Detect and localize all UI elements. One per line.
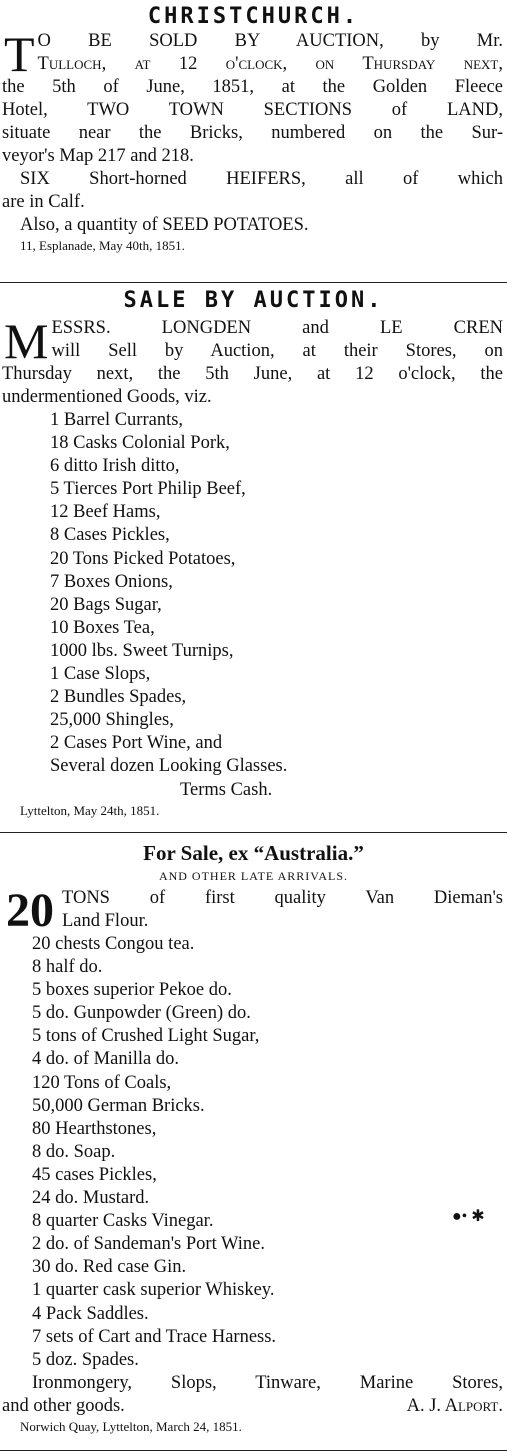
ad3-footer: Norwich Quay, Lyttelton, March 24, 1851. <box>20 1418 242 1434</box>
list-item: 8 half do. <box>32 957 103 978</box>
ad3-line1: TONS of first quality Van Dieman's <box>62 888 503 908</box>
list-item: 120 Tons of Coals, <box>32 1072 172 1093</box>
list-item: 24 do. Mustard. <box>32 1188 150 1209</box>
ad2-line2: will Sell by Auction, at their Stores, on <box>51 341 503 361</box>
ad3-goods-list <box>2 933 503 1372</box>
divider-3 <box>0 1450 507 1451</box>
divider-2 <box>0 832 507 833</box>
list-item: 2 do. of Sandeman's Port Wine. <box>32 1234 265 1255</box>
list-item: 7 Boxes Onions, <box>50 571 173 592</box>
list-item: 30 do. Red case Gin. <box>32 1257 187 1278</box>
ad1-footer: 11, Esplanade, May 40th, 1851. <box>20 238 185 253</box>
ad2-terms: Terms Cash. <box>180 779 273 800</box>
ad2-heading: SALE BY AUCTION. <box>123 288 384 313</box>
list-item: 4 do. of Manilla do. <box>32 1049 179 1070</box>
ad1-line7: SIX Short-horned HEIFERS, all of which <box>20 169 503 189</box>
ad2-line4: undermentioned Goods, viz. <box>2 387 212 407</box>
list-item: 10 Boxes Tea, <box>50 617 155 638</box>
list-item: 25,000 Shingles, <box>50 710 174 731</box>
list-item: 5 doz. Spades. <box>32 1349 139 1370</box>
list-item: 1 Case Slops, <box>50 664 151 685</box>
list-item: 5 Tierces Port Philip Beef, <box>50 479 246 500</box>
ad1-line2: Tulloch, at 12 o'clock, on Thursday next, <box>37 54 503 74</box>
list-item: 45 cases Pickles, <box>32 1164 157 1185</box>
ad3-closing2: and other goods. <box>2 1395 125 1416</box>
ad1-line4: Hotel, TWO TOWN SECTIONS of LAND, <box>2 100 503 120</box>
list-item: 4 Pack Saddles. <box>32 1303 149 1324</box>
ad1-line1: O BE SOLD BY AUCTION, by Mr. <box>37 31 503 51</box>
ad1-line8: are in Calf. <box>2 192 85 212</box>
list-item: Several dozen Looking Glasses. <box>50 756 288 777</box>
list-item: 20 Tons Picked Potatoes, <box>50 548 236 569</box>
list-item: 20 Bags Sugar, <box>50 594 162 615</box>
ad2-goods-list <box>2 409 503 779</box>
ad3-line2: Land Flour. <box>62 911 149 931</box>
divider-1 <box>0 282 507 283</box>
list-item: 6 ditto Irish ditto, <box>50 456 180 477</box>
ad3-heading: For Sale, ex “Australia.” <box>143 841 364 865</box>
ad-christchurch <box>0 4 507 255</box>
list-item: 2 Bundles Spades, <box>50 687 187 708</box>
ad1-line3: the 5th of June, 1851, at the Golden Fleece <box>2 77 503 97</box>
list-item: 20 chests Congou tea. <box>32 934 195 954</box>
ad-for-sale-australia <box>0 840 507 1436</box>
ad2-dropcap: M <box>4 313 49 369</box>
ad2-footer: Lyttelton, May 24th, 1851. <box>20 802 160 818</box>
list-item: 1 quarter cask superior Whiskey. <box>32 1280 275 1301</box>
ad1-heading: CHRISTCHURCH. <box>147 4 360 29</box>
list-item: 18 Casks Colonial Pork, <box>50 433 230 454</box>
list-item: 8 Cases Pickles, <box>50 525 170 546</box>
ad3-closing-row <box>2 1395 503 1418</box>
list-item: 1 Barrel Currants, <box>50 410 184 430</box>
ad1-line5: situate near the Bricks, numbered on the Sur- <box>2 123 503 143</box>
list-item: 12 Beef Hams, <box>50 502 161 523</box>
list-item: 5 boxes superior Pekoe do. <box>32 980 232 1001</box>
ad3-subheading: AND OTHER LATE ARRIVALS. <box>158 869 349 883</box>
ad-sale-by-auction <box>0 288 507 820</box>
ad2-line1: ESSRS. LONGDEN and LE CREN <box>51 318 503 338</box>
list-item: 2 Cases Port Wine, and <box>50 733 223 754</box>
list-item: 80 Hearthstones, <box>32 1118 157 1139</box>
list-item: 8 quarter Casks Vinegar. <box>32 1211 214 1232</box>
list-item: 1000 lbs. Sweet Turnips, <box>50 640 234 661</box>
list-item: 5 tons of Crushed Light Sugar, <box>32 1026 260 1047</box>
ad3-dropnum: 20 <box>6 884 54 937</box>
ad3-closing1: Ironmongery, Slops, Tinware, Marine Stores, <box>32 1372 503 1393</box>
list-item: 5 do. Gunpowder (Green) do. <box>32 1003 251 1024</box>
list-item: 50,000 German Bricks. <box>32 1095 205 1116</box>
list-item: 7 sets of Cart and Trace Harness. <box>32 1326 277 1347</box>
ad2-line3: Thursday next, the 5th June, at 12 o'clock, the <box>2 364 503 384</box>
ad1-dropcap: T <box>4 26 35 82</box>
ad3-signature: A. J. Alport. <box>406 1395 503 1416</box>
list-item: 8 do. Soap. <box>32 1141 116 1162</box>
ink-blot-mark: ●• ✱ <box>452 1208 485 1225</box>
ad1-line6: veyor's Map 217 and 218. <box>2 146 194 166</box>
ad1-line9: Also, a quantity of SEED POTATOES. <box>20 215 309 235</box>
